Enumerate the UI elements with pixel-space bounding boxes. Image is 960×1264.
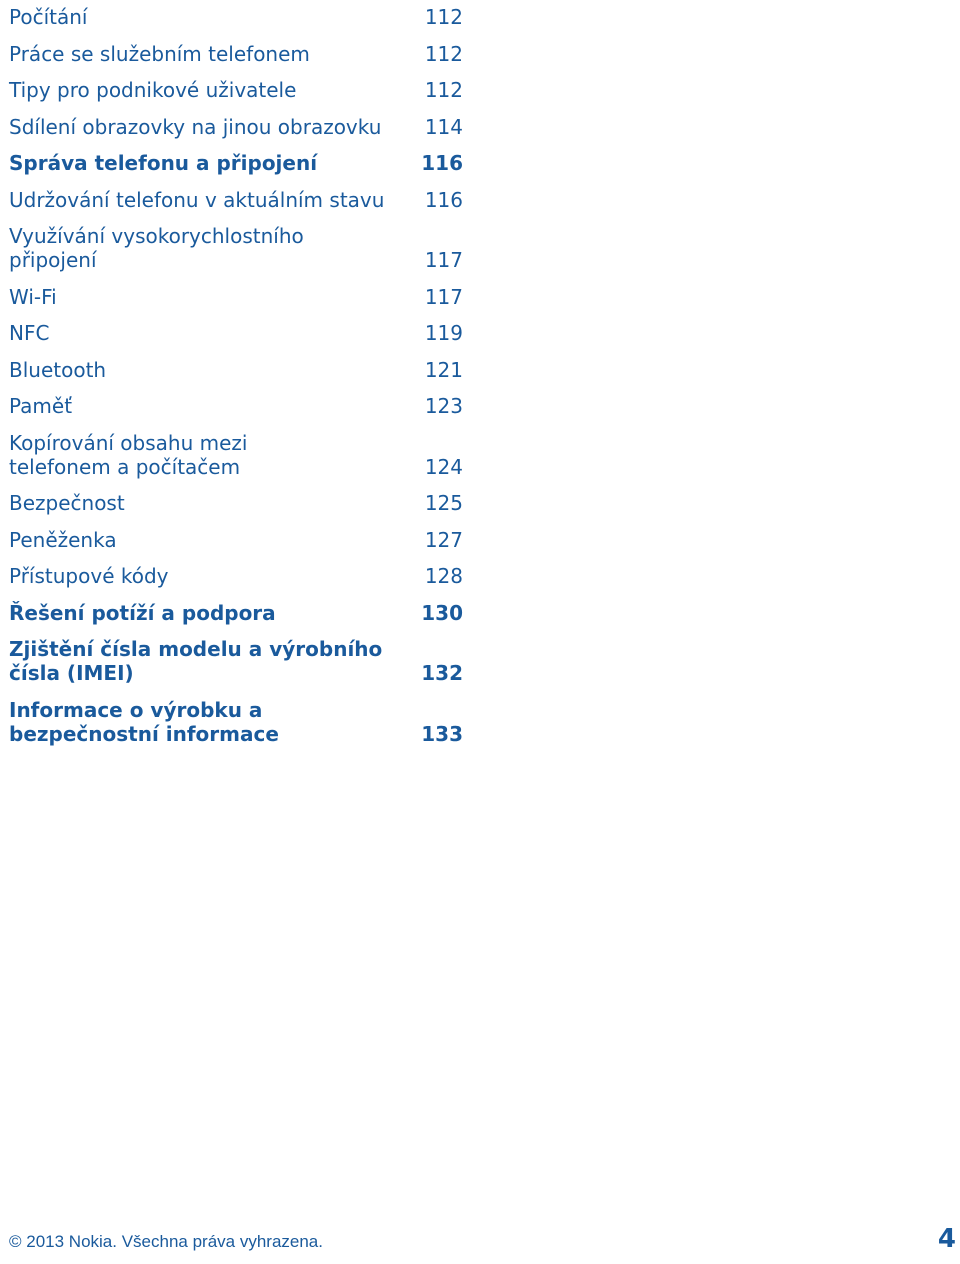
toc-entry[interactable] (9, 528, 463, 552)
toc-entry-title: Peněženka (9, 527, 117, 552)
page-number: 4 (937, 1224, 956, 1254)
toc-entry-title: Bezpečnost (9, 491, 125, 515)
toc-entry-title: NFC (9, 321, 50, 345)
toc-entry[interactable] (9, 564, 463, 588)
toc-entry[interactable] (9, 224, 463, 272)
toc-entry-title: Informace o výrobku a bezpečnostní informace (9, 697, 279, 746)
page-footer (9, 1226, 956, 1252)
toc-entry-page: 112 (424, 5, 463, 29)
toc-entry[interactable] (9, 115, 463, 139)
toc-entry-title: Správa telefonu a připojení (9, 151, 318, 175)
toc-entry-title: Udržování telefonu v aktuálním stavu (9, 187, 385, 212)
toc-entry[interactable] (9, 394, 463, 418)
toc-entry-page: 117 (424, 284, 463, 309)
toc-entry-title: Paměť (9, 394, 73, 418)
toc-entry-title: Přístupové kódy (9, 564, 169, 588)
toc-entry-page: 114 (424, 114, 463, 139)
toc-entry-page: 128 (424, 564, 463, 588)
toc-entry-title: Bluetooth (9, 357, 107, 382)
toc-entry-page: 125 (424, 491, 463, 515)
toc-entry-title: Počítání (9, 5, 88, 29)
toc-entry-page: 123 (424, 394, 463, 418)
toc-entry-title: Práce se služebním telefonem (9, 41, 310, 66)
toc-entry[interactable] (9, 431, 463, 479)
toc-section-heading[interactable] (9, 151, 463, 175)
toc-entry[interactable] (9, 42, 463, 66)
toc-entry-page: 112 (424, 41, 463, 66)
toc-entry[interactable] (9, 285, 463, 309)
toc-section-heading[interactable] (9, 601, 463, 625)
toc-entry-page: 132 (421, 661, 463, 685)
toc-entry[interactable] (9, 78, 463, 102)
toc-entry-title: Wi-Fi (9, 284, 57, 309)
toc-entry-page: 116 (421, 151, 463, 175)
copyright-notice: © 2013 Nokia. Všechna práva vyhrazena. (9, 1232, 323, 1251)
toc-section-heading[interactable] (9, 698, 463, 746)
toc-entry[interactable] (9, 358, 463, 382)
toc-entry-page: 130 (421, 600, 463, 625)
toc-entry[interactable] (9, 491, 463, 515)
toc-entry[interactable] (9, 188, 463, 212)
toc-entry-page: 124 (424, 454, 463, 479)
toc-entry-page: 117 (424, 248, 463, 272)
toc-entry-page: 121 (424, 357, 463, 382)
toc-entry-page: 112 (424, 78, 463, 102)
toc-entry-page: 127 (424, 527, 463, 552)
toc-entry-title: Využívání vysokorychlostního připojení (9, 224, 304, 272)
toc-entry-title: Kopírování obsahu mezi telefonem a počítačem (9, 430, 248, 479)
toc-entry-title: Sdílení obrazovky na jinou obrazovku (9, 114, 382, 139)
toc-entry[interactable] (9, 321, 463, 345)
toc-entry-page: 119 (424, 321, 463, 345)
toc-section-heading[interactable] (9, 637, 463, 685)
toc-entry[interactable] (9, 5, 463, 29)
toc-entry-page: 116 (424, 187, 463, 212)
toc-entry-page: 133 (421, 721, 463, 746)
toc-entry-title: Zjištění čísla modelu a výrobního čísla (IMEI) (9, 637, 383, 685)
table-of-contents (9, 5, 463, 758)
toc-entry-title: Řešení potíží a podpora (9, 600, 276, 625)
toc-entry-title: Tipy pro podnikové uživatele (9, 78, 297, 102)
